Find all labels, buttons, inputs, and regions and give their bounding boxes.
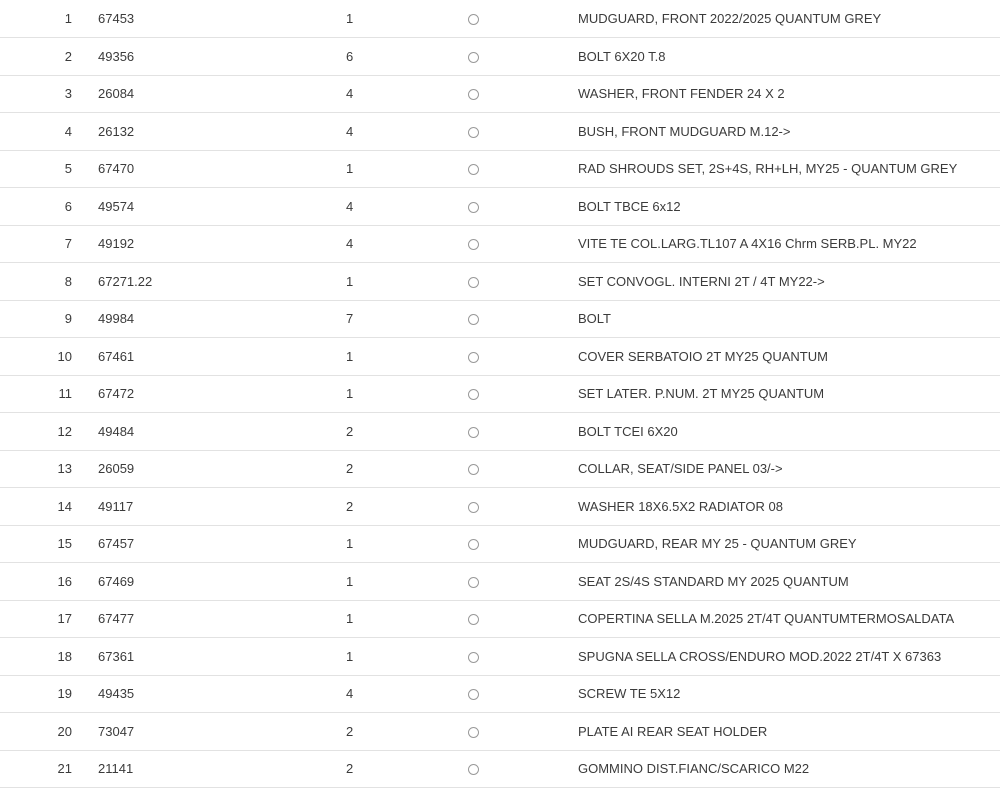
table-row[interactable] — [0, 38, 1000, 76]
part-quantity: 4 — [346, 188, 468, 226]
radio-icon[interactable] — [468, 277, 479, 288]
part-quantity: 4 — [346, 675, 468, 713]
row-index: 5 — [0, 150, 90, 188]
part-code: 73047 — [90, 713, 346, 751]
radio-icon[interactable] — [468, 727, 479, 738]
part-code: 49984 — [90, 300, 346, 338]
part-quantity: 7 — [346, 300, 468, 338]
row-select-cell[interactable] — [468, 38, 578, 76]
part-description: BOLT TCEI 6X20 — [578, 413, 1000, 451]
row-index: 10 — [0, 338, 90, 376]
part-description: MUDGUARD, FRONT 2022/2025 QUANTUM GREY — [578, 0, 1000, 38]
part-code: 21141 — [90, 750, 346, 788]
part-quantity: 6 — [346, 38, 468, 76]
radio-icon[interactable] — [468, 652, 479, 663]
part-quantity: 1 — [346, 150, 468, 188]
part-code: 26059 — [90, 450, 346, 488]
table-row[interactable] — [0, 263, 1000, 301]
part-code: 49117 — [90, 488, 346, 526]
radio-icon[interactable] — [468, 14, 479, 25]
radio-icon[interactable] — [468, 239, 479, 250]
radio-icon[interactable] — [468, 764, 479, 775]
radio-icon[interactable] — [468, 614, 479, 625]
radio-icon[interactable] — [468, 52, 479, 63]
part-code: 67461 — [90, 338, 346, 376]
row-index: 9 — [0, 300, 90, 338]
part-description: BUSH, FRONT MUDGUARD M.12-> — [578, 113, 1000, 151]
part-description: BOLT 6X20 T.8 — [578, 38, 1000, 76]
radio-icon[interactable] — [468, 164, 479, 175]
table-row[interactable] — [0, 675, 1000, 713]
radio-icon[interactable] — [468, 577, 479, 588]
row-select-cell[interactable] — [468, 488, 578, 526]
row-index: 19 — [0, 675, 90, 713]
table-row[interactable] — [0, 338, 1000, 376]
row-index: 7 — [0, 225, 90, 263]
radio-icon[interactable] — [468, 352, 479, 363]
table-row[interactable] — [0, 600, 1000, 638]
part-code: 49574 — [90, 188, 346, 226]
part-description: BOLT TBCE 6x12 — [578, 188, 1000, 226]
row-index: 15 — [0, 525, 90, 563]
radio-icon[interactable] — [468, 464, 479, 475]
part-quantity: 1 — [346, 638, 468, 676]
table-row[interactable] — [0, 0, 1000, 38]
part-quantity: 2 — [346, 450, 468, 488]
part-code: 67361 — [90, 638, 346, 676]
part-quantity: 1 — [346, 600, 468, 638]
part-code: 49484 — [90, 413, 346, 451]
row-select-cell[interactable] — [468, 713, 578, 751]
row-index: 21 — [0, 750, 90, 788]
part-code: 67477 — [90, 600, 346, 638]
part-quantity: 2 — [346, 750, 468, 788]
radio-icon[interactable] — [468, 389, 479, 400]
row-index: 14 — [0, 488, 90, 526]
row-index: 13 — [0, 450, 90, 488]
part-code: 49192 — [90, 225, 346, 263]
radio-icon[interactable] — [468, 314, 479, 325]
row-select-cell[interactable] — [468, 188, 578, 226]
table-row[interactable] — [0, 488, 1000, 526]
row-select-cell[interactable] — [468, 225, 578, 263]
table-row[interactable] — [0, 713, 1000, 751]
row-select-cell[interactable] — [468, 638, 578, 676]
row-index: 16 — [0, 563, 90, 601]
part-quantity: 1 — [346, 338, 468, 376]
row-select-cell[interactable] — [468, 375, 578, 413]
part-description: SCREW TE 5X12 — [578, 675, 1000, 713]
row-select-cell[interactable] — [468, 0, 578, 38]
radio-icon[interactable] — [468, 427, 479, 438]
part-description: MUDGUARD, REAR MY 25 - QUANTUM GREY — [578, 525, 1000, 563]
row-select-cell[interactable] — [468, 300, 578, 338]
row-select-cell[interactable] — [468, 563, 578, 601]
row-index: 17 — [0, 600, 90, 638]
table-row[interactable] — [0, 225, 1000, 263]
row-select-cell[interactable] — [468, 150, 578, 188]
part-quantity: 2 — [346, 713, 468, 751]
table-row[interactable] — [0, 75, 1000, 113]
part-quantity: 1 — [346, 263, 468, 301]
part-code: 67453 — [90, 0, 346, 38]
table-row[interactable] — [0, 413, 1000, 451]
part-code: 67469 — [90, 563, 346, 601]
row-index: 4 — [0, 113, 90, 151]
row-index: 11 — [0, 375, 90, 413]
part-code: 49435 — [90, 675, 346, 713]
part-code: 49356 — [90, 38, 346, 76]
part-quantity: 1 — [346, 375, 468, 413]
part-description: BOLT — [578, 300, 1000, 338]
row-index: 2 — [0, 38, 90, 76]
part-description: VITE TE COL.LARG.TL107 A 4X16 Chrm SERB.PL. MY22 — [578, 225, 1000, 263]
part-description: COLLAR, SEAT/SIDE PANEL 03/-> — [578, 450, 1000, 488]
table-row[interactable] — [0, 525, 1000, 563]
part-description: PLATE AI REAR SEAT HOLDER — [578, 713, 1000, 751]
radio-icon[interactable] — [468, 202, 479, 213]
part-code: 67472 — [90, 375, 346, 413]
part-code: 67470 — [90, 150, 346, 188]
part-quantity: 4 — [346, 75, 468, 113]
part-code: 26132 — [90, 113, 346, 151]
table-row[interactable] — [0, 188, 1000, 226]
part-quantity: 1 — [346, 0, 468, 38]
table-row[interactable] — [0, 375, 1000, 413]
radio-icon[interactable] — [468, 689, 479, 700]
row-index: 18 — [0, 638, 90, 676]
part-code: 67457 — [90, 525, 346, 563]
part-description: SET CONVOGL. INTERNI 2T / 4T MY22-> — [578, 263, 1000, 301]
row-select-cell[interactable] — [468, 263, 578, 301]
row-select-cell[interactable] — [468, 675, 578, 713]
table-row[interactable] — [0, 638, 1000, 676]
part-quantity: 2 — [346, 413, 468, 451]
part-description: SET LATER. P.NUM. 2T MY25 QUANTUM — [578, 375, 1000, 413]
part-quantity: 1 — [346, 563, 468, 601]
row-select-cell[interactable] — [468, 113, 578, 151]
part-description: RAD SHROUDS SET, 2S+4S, RH+LH, MY25 - QUANTUM GREY — [578, 150, 1000, 188]
radio-icon[interactable] — [468, 502, 479, 513]
row-select-cell[interactable] — [468, 338, 578, 376]
part-quantity: 4 — [346, 225, 468, 263]
part-quantity: 4 — [346, 113, 468, 151]
table-row[interactable] — [0, 113, 1000, 151]
part-description: GOMMINO DIST.FIANC/SCARICO M22 — [578, 750, 1000, 788]
row-select-cell[interactable] — [468, 75, 578, 113]
part-code: 67271.22 — [90, 263, 346, 301]
part-quantity: 2 — [346, 488, 468, 526]
radio-icon[interactable] — [468, 127, 479, 138]
row-index: 1 — [0, 0, 90, 38]
part-description: COVER SERBATOIO 2T MY25 QUANTUM — [578, 338, 1000, 376]
row-select-cell[interactable] — [468, 450, 578, 488]
part-quantity: 1 — [346, 525, 468, 563]
part-description: WASHER 18X6.5X2 RADIATOR 08 — [578, 488, 1000, 526]
part-description: SEAT 2S/4S STANDARD MY 2025 QUANTUM — [578, 563, 1000, 601]
part-code: 26084 — [90, 75, 346, 113]
part-description: SPUGNA SELLA CROSS/ENDURO MOD.2022 2T/4T X 67363 — [578, 638, 1000, 676]
table-row[interactable] — [0, 300, 1000, 338]
table-row[interactable] — [0, 150, 1000, 188]
table-row[interactable] — [0, 450, 1000, 488]
part-description: COPERTINA SELLA M.2025 2T/4T QUANTUMTERMOSALDATA — [578, 600, 1000, 638]
row-select-cell[interactable] — [468, 525, 578, 563]
radio-icon[interactable] — [468, 539, 479, 550]
row-select-cell[interactable] — [468, 600, 578, 638]
row-select-cell[interactable] — [468, 413, 578, 451]
table-row[interactable] — [0, 563, 1000, 601]
radio-icon[interactable] — [468, 89, 479, 100]
row-index: 20 — [0, 713, 90, 751]
row-index: 3 — [0, 75, 90, 113]
part-description: WASHER, FRONT FENDER 24 X 2 — [578, 75, 1000, 113]
row-index: 12 — [0, 413, 90, 451]
row-index: 6 — [0, 188, 90, 226]
row-index: 8 — [0, 263, 90, 301]
